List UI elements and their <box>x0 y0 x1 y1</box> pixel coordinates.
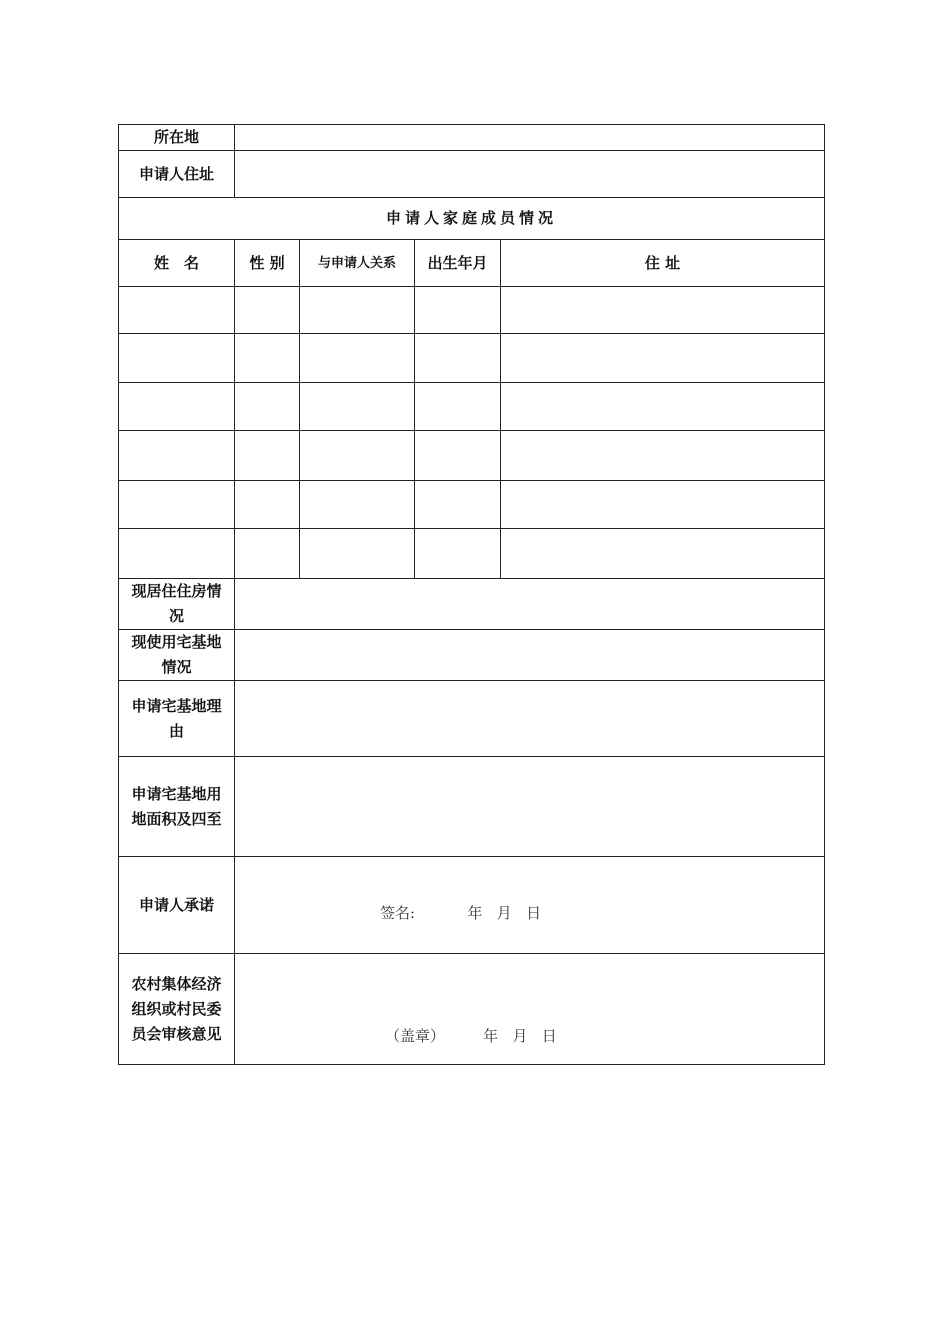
column-name-header: 姓 名 <box>119 240 235 287</box>
family-section-title: 申请人家庭成员情况 <box>119 198 825 240</box>
column-relationship-header: 与申请人关系 <box>300 240 415 287</box>
column-address-header: 住 址 <box>501 240 825 287</box>
commitment-field[interactable] <box>235 857 825 954</box>
family-member-row <box>119 287 825 334</box>
member-birth-cell[interactable] <box>415 481 501 529</box>
current-housing-label: 现居住住房情况 <box>119 579 235 630</box>
member-relationship-cell[interactable] <box>300 334 415 383</box>
homestead-application-form <box>118 124 825 1065</box>
commitment-label: 申请人承诺 <box>119 857 235 954</box>
review-label: 农村集体经济组织或村民委员会审核意见 <box>119 954 235 1065</box>
member-address-cell[interactable] <box>501 529 825 579</box>
member-name-cell[interactable] <box>119 529 235 579</box>
member-address-cell[interactable] <box>501 431 825 481</box>
column-gender-header: 性 别 <box>235 240 300 287</box>
member-relationship-cell[interactable] <box>300 431 415 481</box>
member-gender-cell[interactable] <box>235 529 300 579</box>
current-homestead-field[interactable] <box>235 630 825 681</box>
area-label: 申请宅基地用地面积及四至 <box>119 757 235 857</box>
review-seal-line: （盖章） 年 月 日 <box>385 1027 557 1045</box>
commitment-signature-line: 签名: 年 月 日 <box>380 904 542 922</box>
member-gender-cell[interactable] <box>235 383 300 431</box>
member-birth-cell[interactable] <box>415 431 501 481</box>
member-address-cell[interactable] <box>501 383 825 431</box>
current-homestead-label: 现使用宅基地情况 <box>119 630 235 681</box>
address-label: 申请人住址 <box>119 151 235 198</box>
family-header-row <box>119 240 825 287</box>
location-field[interactable] <box>235 125 825 151</box>
member-birth-cell[interactable] <box>415 529 501 579</box>
family-member-row <box>119 529 825 579</box>
member-address-cell[interactable] <box>501 481 825 529</box>
member-name-cell[interactable] <box>119 383 235 431</box>
family-member-row <box>119 383 825 431</box>
member-birth-cell[interactable] <box>415 383 501 431</box>
member-gender-cell[interactable] <box>235 431 300 481</box>
reason-label: 申请宅基地理由 <box>119 681 235 757</box>
column-birth-header: 出生年月 <box>415 240 501 287</box>
member-birth-cell[interactable] <box>415 287 501 334</box>
member-gender-cell[interactable] <box>235 334 300 383</box>
member-relationship-cell[interactable] <box>300 383 415 431</box>
area-field[interactable] <box>235 757 825 857</box>
member-relationship-cell[interactable] <box>300 481 415 529</box>
member-name-cell[interactable] <box>119 334 235 383</box>
member-relationship-cell[interactable] <box>300 287 415 334</box>
member-name-cell[interactable] <box>119 287 235 334</box>
member-birth-cell[interactable] <box>415 334 501 383</box>
member-relationship-cell[interactable] <box>300 529 415 579</box>
member-address-cell[interactable] <box>501 334 825 383</box>
family-member-row <box>119 334 825 383</box>
member-gender-cell[interactable] <box>235 481 300 529</box>
member-address-cell[interactable] <box>501 287 825 334</box>
family-member-row <box>119 481 825 529</box>
reason-field[interactable] <box>235 681 825 757</box>
current-housing-field[interactable] <box>235 579 825 630</box>
family-member-row <box>119 431 825 481</box>
review-field[interactable] <box>235 954 825 1065</box>
member-name-cell[interactable] <box>119 431 235 481</box>
location-label: 所在地 <box>119 125 235 151</box>
address-field[interactable] <box>235 151 825 198</box>
member-name-cell[interactable] <box>119 481 235 529</box>
member-gender-cell[interactable] <box>235 287 300 334</box>
